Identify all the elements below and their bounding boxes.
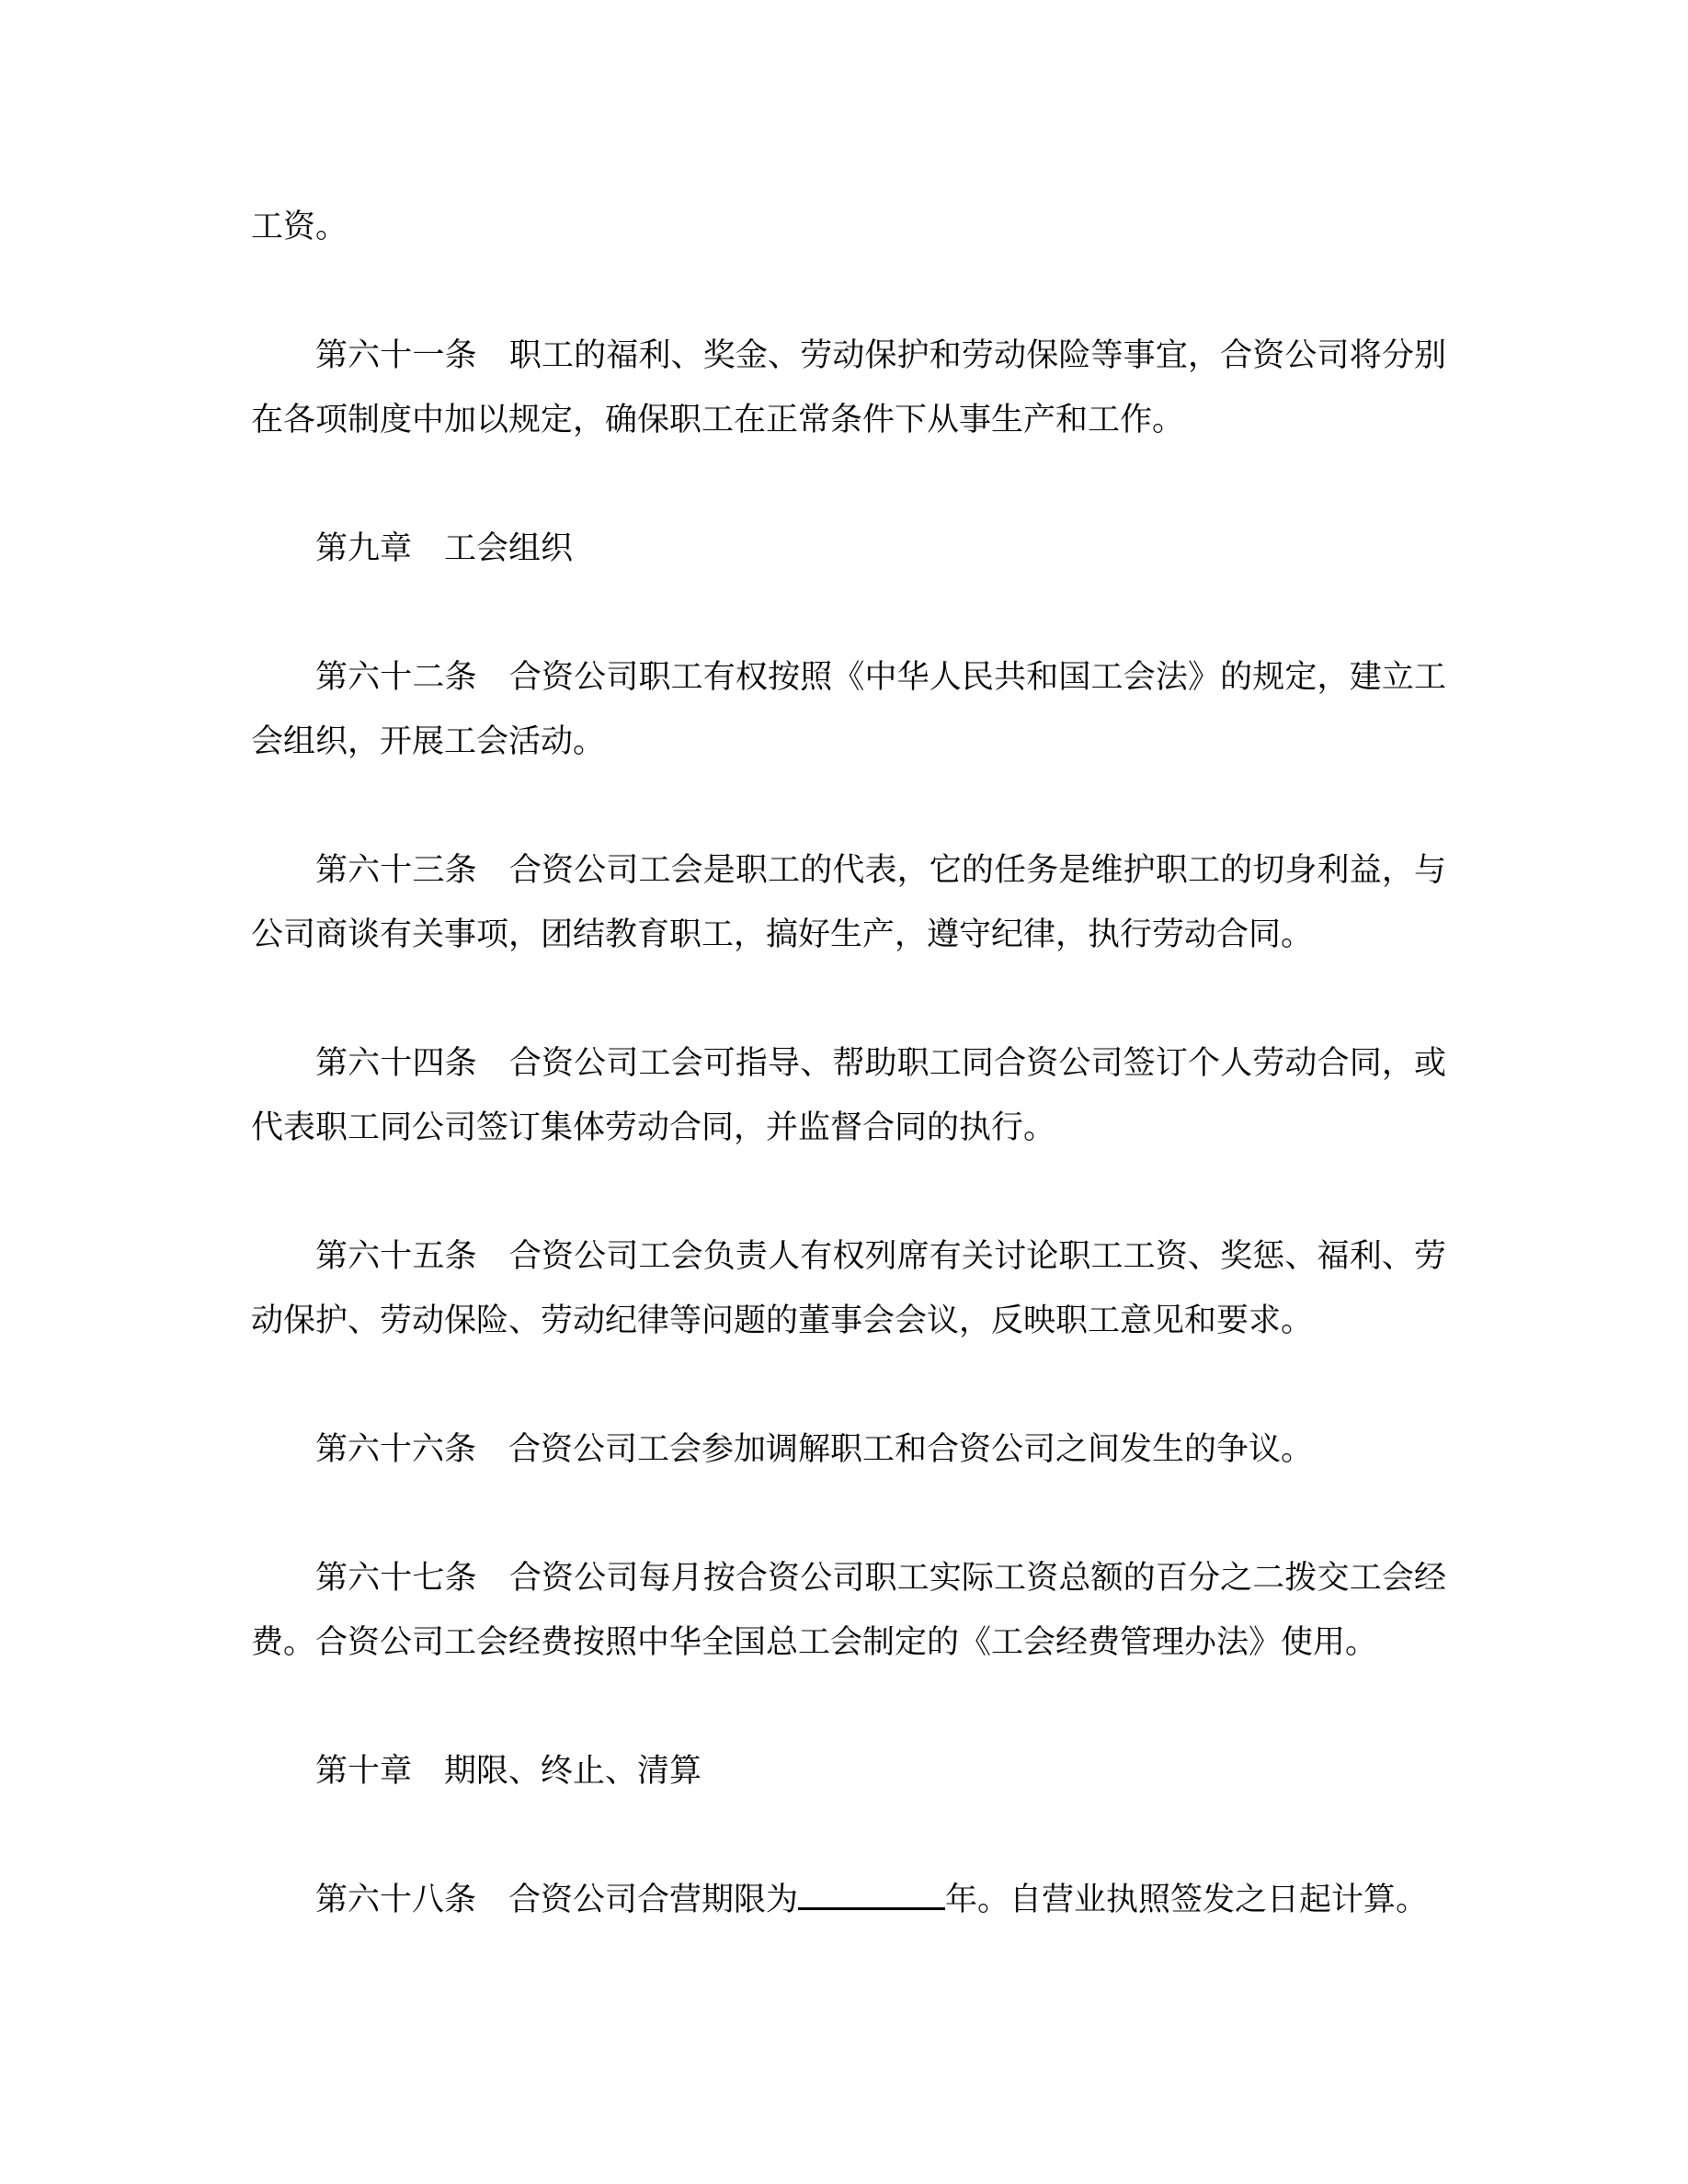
text-run: 第六十五条 合资公司工会负责人有权列席有关讨论职工工资、奖惩、福利、劳动保护、劳动保险、劳动纪律等问题的董事会会议，反映职工意见和要求。: [251, 1238, 1446, 1338]
article-paragraph: [251, 1031, 1446, 1160]
text-run: 第六十八条 合资公司合营期限为: [315, 1882, 799, 1917]
document-body: [251, 195, 1446, 1996]
article-paragraph: [251, 1546, 1446, 1675]
article-paragraph: [251, 1417, 1446, 1482]
text-run: 第六十二条 合资公司职工有权按照《中华人民共和国工会法》的规定，建立工会组织，开展工会活动。: [251, 659, 1446, 759]
text-run: 第六十三条 合资公司工会是职工的代表，它的任务是维护职工的切身利益，与公司商谈有关事项，团结教育职工，搞好生产，遵守纪律，执行劳动合同。: [251, 852, 1446, 952]
fill-in-blank-line: [798, 1875, 945, 1910]
text-run: 第六十七条 合资公司每月按合资公司职工实际工资总额的百分之二拨交工会经费。合资公司工会经费按照中华全国总工会制定的《工会经费管理办法》使用。: [251, 1560, 1446, 1660]
text-run: 第九章 工会组织: [315, 530, 574, 566]
article-paragraph: [251, 645, 1446, 774]
text-run: 第十章 期限、终止、清算: [315, 1753, 702, 1789]
text-run: 第六十一条 职工的福利、奖金、劳动保护和劳动保险等事宜，合资公司将分别在各项制度中加以规定，确保职工在正常条件下从事生产和工作。: [251, 337, 1446, 438]
text-run: 工资。: [251, 209, 348, 245]
article-paragraph: [251, 1868, 1446, 1932]
text-run: 第六十六条 合资公司工会参加调解职工和合资公司之间发生的争议。: [315, 1431, 1314, 1467]
text-run: 年。自营业执照签发之日起计算。: [945, 1882, 1429, 1917]
chapter-heading: [251, 517, 1446, 581]
continuation-paragraph: [251, 195, 1446, 259]
chapter-heading: [251, 1739, 1446, 1803]
text-run: 第六十四条 合资公司工会可指导、帮助职工同合资公司签订个人劳动合同，或代表职工同公司签订集体劳动合同，并监督合同的执行。: [251, 1045, 1446, 1145]
article-paragraph: [251, 1224, 1446, 1353]
article-paragraph: [251, 838, 1446, 967]
article-paragraph: [251, 324, 1446, 452]
